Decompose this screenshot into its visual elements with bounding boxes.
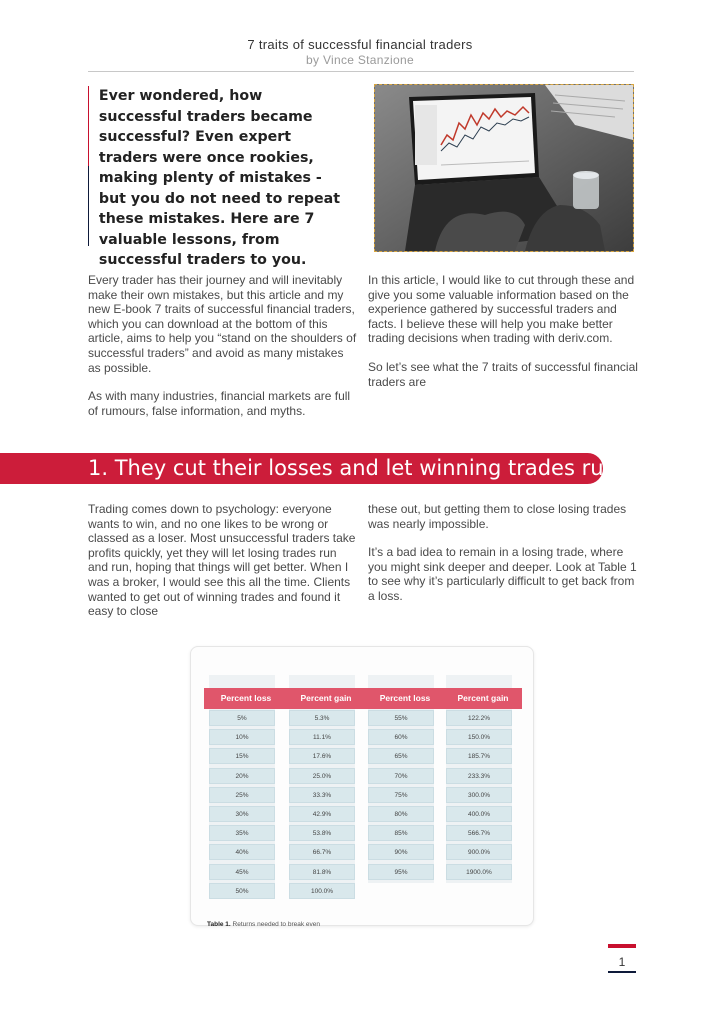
table-cell: 400.0% — [446, 806, 512, 822]
table-cell: 60% — [368, 729, 434, 745]
body-paragraph: It’s a bad idea to remain in a losing trade, where you might sink deeper and deeper. Look at Table 1 to see why it’s particularly difficult to get back from a loss. — [368, 545, 637, 603]
table-cell: 50% — [209, 883, 275, 899]
table-header-cell: Percent gain — [300, 693, 352, 703]
table-cell: 40% — [209, 844, 275, 860]
section-right-column — [368, 502, 638, 604]
table-caption-text: Returns needed to break even — [232, 921, 320, 928]
body-left-column — [88, 273, 358, 418]
table-cell: 20% — [209, 768, 275, 784]
header-divider — [88, 71, 634, 72]
body-paragraph: In this article, I would like to cut through these and give you some valuable information based on the experience gathered by successful traders and facts. I believe these will help you make better trading decisions when trading with deriv.com. — [368, 273, 635, 346]
page-number-text: 1 — [618, 955, 626, 969]
table-cell: 30% — [209, 806, 275, 822]
table-cell: 233.3% — [446, 768, 512, 784]
body-paragraph: these out, but getting them to close losing trades was nearly impossible. — [368, 502, 627, 531]
table-cell: 53.8% — [289, 825, 355, 841]
body-paragraph: As with many industries, financial markets are full of rumours, false information, and myths. — [88, 389, 351, 418]
table-header-cell: Percent loss — [220, 693, 272, 703]
table-cell: 80% — [368, 806, 434, 822]
table-cell: 122.2% — [446, 710, 512, 726]
section-left-column — [88, 502, 358, 619]
table-cell: 300.0% — [446, 787, 512, 803]
table-caption — [207, 921, 320, 928]
document-author: by Vince Stanzione — [306, 53, 414, 67]
table-cell: 95% — [368, 864, 434, 880]
section-heading-band — [0, 453, 617, 484]
table-cell: 85% — [368, 825, 434, 841]
table-cell: 35% — [209, 825, 275, 841]
table-cell: 150.0% — [446, 729, 512, 745]
intro-text: Ever wondered, how successful traders became successful? Even expert traders were once rookies, making plenty of mistakes - but you do not need to repeat these mistakes. Here are 7 valuable lessons, from successful traders to you. — [98, 88, 341, 268]
table-cell: 90% — [368, 844, 434, 860]
table-cell: 17.6% — [289, 748, 355, 764]
table-cell: 5.3% — [289, 710, 355, 726]
table-header-cell: Percent loss — [379, 693, 431, 703]
document-header — [0, 36, 720, 68]
table-cell: 75% — [368, 787, 434, 803]
table-cell: 42.9% — [289, 806, 355, 822]
table-cell: 81.8% — [289, 864, 355, 880]
table-cell: 70% — [368, 768, 434, 784]
table-cell: 11.1% — [289, 729, 355, 745]
table-cell: 33.3% — [289, 787, 355, 803]
intro-callout — [88, 86, 348, 268]
table-cell: 15% — [209, 748, 275, 764]
body-paragraph: So let’s see what the 7 traits of successful financial traders are — [368, 359, 638, 389]
body-paragraph: Every trader has their journey and will inevitably make their own mistakes, but this article and my new E-book 7 traits of successful financial traders, which you can download at the bottom of this article, aims to help you “stand on the shoulders of successful traders” and avoid as many mistakes as possible. — [88, 273, 357, 375]
table-cell: 25% — [209, 787, 275, 803]
photo-illustration — [375, 85, 633, 251]
table-cell: 566.7% — [446, 825, 512, 841]
laptop-trading-photo — [374, 84, 634, 252]
table-cell: 66.7% — [289, 844, 355, 860]
table-cell: 185.7% — [446, 748, 512, 764]
document-title: 7 traits of successful financial traders — [247, 37, 473, 52]
table-cell: 55% — [368, 710, 434, 726]
table-cell: 10% — [209, 729, 275, 745]
table-header-cell: Percent gain — [457, 693, 509, 703]
table-cell: 5% — [209, 710, 275, 726]
page-number — [608, 944, 636, 973]
section-heading: 1. They cut their losses and let winning trades run — [88, 456, 617, 480]
break-even-table — [190, 646, 534, 926]
table-cell: 65% — [368, 748, 434, 764]
table-cell: 900.0% — [446, 844, 512, 860]
table-cell: 45% — [209, 864, 275, 880]
table-cell: 1900.0% — [446, 864, 512, 880]
table-cell: 25.0% — [289, 768, 355, 784]
table-cell: 100.0% — [289, 883, 355, 899]
body-right-column — [368, 273, 638, 389]
table-caption-label: Table 1. — [207, 921, 231, 928]
body-paragraph: Trading comes down to psychology: everyone wants to win, and no one likes to be wrong or classed as a loser. Most unsuccessful traders take profits quickly, yet they will let losing trades run and run, hoping that things will get better. When I was a broker, I would see this all the time. Clients wanted to get out of winning trades and found it easy to close — [88, 502, 356, 619]
